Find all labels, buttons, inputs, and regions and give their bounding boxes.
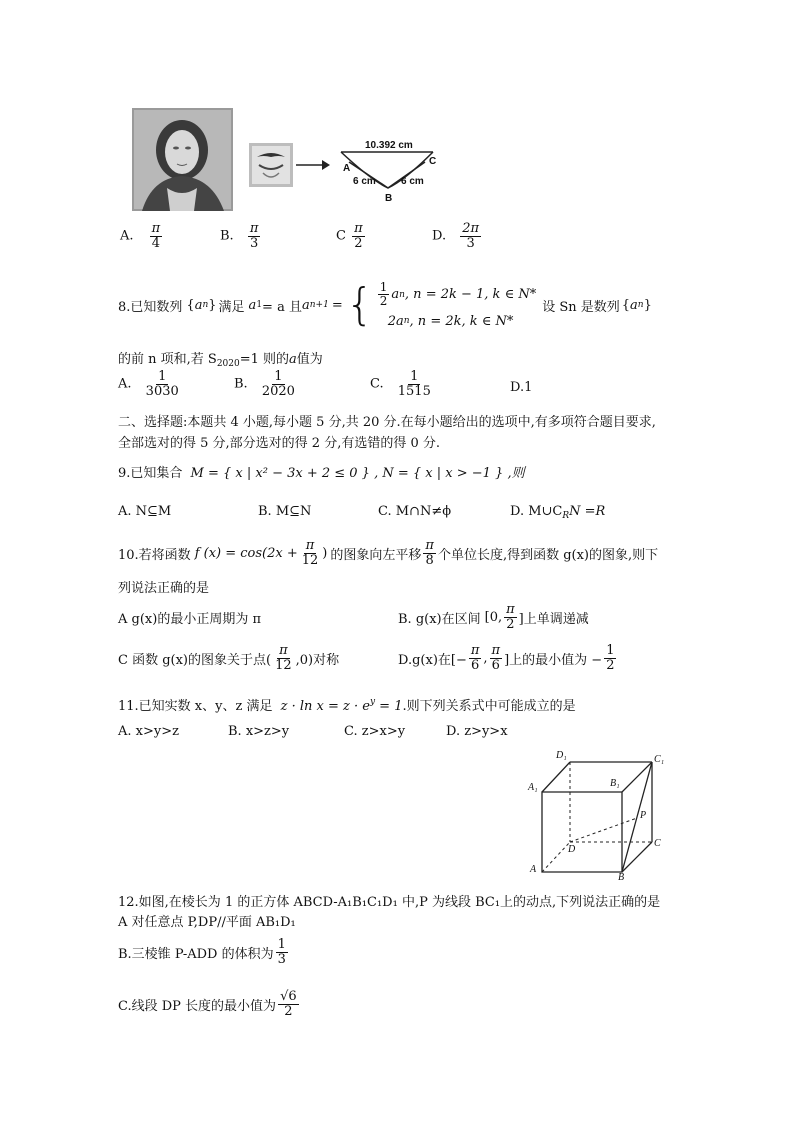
q11-option-d[interactable]: D. z>y>x xyxy=(446,724,508,739)
arrow-icon xyxy=(296,158,330,176)
left-length-label: 6 cm xyxy=(353,176,376,187)
point-b-label: B xyxy=(385,193,393,204)
q8-option-d[interactable]: D.1 xyxy=(510,380,533,395)
q8-option-c[interactable]: C. $\frac{1}{1515}$ xyxy=(370,369,431,399)
cube-label-d: D xyxy=(568,844,576,855)
q10-option-b[interactable]: B. g(x)在区间 [0, $\frac{\pi}{2}$ ]上单调递减 xyxy=(398,601,589,632)
q12-stem: 12.如图,在棱长为 1 的正方体 ABCD-A₁B₁C₁D₁ 中,P 为线段 BC₁上的动点,下列说法正确的是 xyxy=(118,895,661,910)
piecewise-brace: { xyxy=(345,279,374,330)
mona-lisa-image xyxy=(132,108,233,211)
q7-option-a[interactable]: A. $\frac{\pi}{4}$ xyxy=(120,221,161,251)
q8-option-a[interactable]: A. $\frac{1}{3030}$ xyxy=(118,369,179,399)
point-c-label: C xyxy=(429,156,437,167)
top-length-label: 10.392 cm xyxy=(365,140,413,151)
smile-closeup-image xyxy=(249,143,293,187)
q11-option-a[interactable]: A. x>y>z xyxy=(118,724,179,739)
q7-option-d[interactable]: D. $\frac{2\pi}{3}$ xyxy=(432,221,480,251)
point-a-label: A xyxy=(343,163,351,174)
cube-label-c1: C₁ xyxy=(654,754,665,765)
q12-option-a[interactable]: A 对任意点 P,DP//平面 AB₁D₁ xyxy=(118,915,296,930)
cube-label-b: B xyxy=(618,872,625,883)
q10-option-a[interactable]: A g(x)的最小正周期为 π xyxy=(118,612,261,627)
q9-option-a[interactable]: A. N⊆M xyxy=(118,504,172,519)
cube-label-p: P xyxy=(640,810,647,821)
cube-figure xyxy=(520,748,670,884)
right-length-label: 6 cm xyxy=(401,176,424,187)
q8-option-b[interactable]: B. $\frac{1}{2020}$ xyxy=(234,369,295,399)
q8-stem-line2: 的前 n 项和,若 $S_{2020}=1$ 则的a值为 xyxy=(118,352,323,369)
q12-option-c[interactable]: C.线段 DP 长度的最小值为 $\frac{√6}{2}$ xyxy=(118,988,297,1019)
q10-stem: 10.若将函数 f (x) = cos(2x + $\frac{\pi}{12}$ ) 的图象向左平移 $\frac{\pi}{8}$ 个单位长度,得到函数 g(x)的图象,则下 xyxy=(118,537,659,568)
q7-option-b[interactable]: B. $\frac{\pi}{3}$ xyxy=(220,221,259,251)
q9-stem: 9.已知集合 M = { x | x² − 3x + 2 ≤ 0 } , N = { x | x > −1 } ,则 xyxy=(118,466,525,481)
q11-option-c[interactable]: C. z>x>y xyxy=(344,724,406,739)
q10-option-d[interactable]: D.g(x)在[− $\frac{\pi}{6}$ , $\frac{\pi}{6}$ ]上的最小值为 − $\frac{1}{2}$ xyxy=(398,642,615,673)
q7-option-c[interactable]: C $\frac{\pi}{2}$ xyxy=(336,221,363,251)
cube-label-a: A xyxy=(530,864,537,875)
cube-label-d1: D₁ xyxy=(556,750,567,761)
cube-label-c: C xyxy=(654,838,661,849)
section2-line1: 二、选择题:本题共 4 小题,每小题 5 分,共 20 分.在每小题给出的选项中,有多项符合题目要求, xyxy=(118,415,656,430)
q9-option-c[interactable]: C. M∩N≠ϕ xyxy=(378,504,452,519)
q12-option-b[interactable]: B.三棱锥 P-ADD 的体积为 $\frac{1}{3}$ xyxy=(118,936,286,967)
q9-option-d[interactable]: D. $M\cup C_RN =R$ xyxy=(510,504,606,521)
q10-stem-line2: 列说法正确的是 xyxy=(118,581,210,596)
triangle-figure xyxy=(335,140,443,206)
q11-stem: 11.已知实数 x、y、z 满足 $z \cdot \ln x = z \cdot e^y = 1$.则下列关系式中可能成立的是 xyxy=(118,697,576,714)
q10-option-c[interactable]: C 函数 g(x)的图象关于点( $\frac{\pi}{12}$ ,0)对称 xyxy=(118,642,340,673)
section2-line2: 全部选对的得 5 分,部分选对的得 2 分,有选错的得 0 分. xyxy=(118,436,441,451)
cube-label-a1: A₁ xyxy=(528,782,538,793)
cube-label-b1: B₁ xyxy=(610,778,620,789)
q9-option-b[interactable]: B. M⊆N xyxy=(258,504,312,519)
q11-option-b[interactable]: B. x>z>y xyxy=(228,724,290,739)
q8-stem: 8.已知数列 { a n } 满足 a 1 = a 且 a n+1 = { $\frac{1}{2}$ a n , n = 2k − 1, k ∈ N* 2a n , n = 2k, k ∈ N* 设 Sn 是数列 { a n } xyxy=(118,279,652,330)
